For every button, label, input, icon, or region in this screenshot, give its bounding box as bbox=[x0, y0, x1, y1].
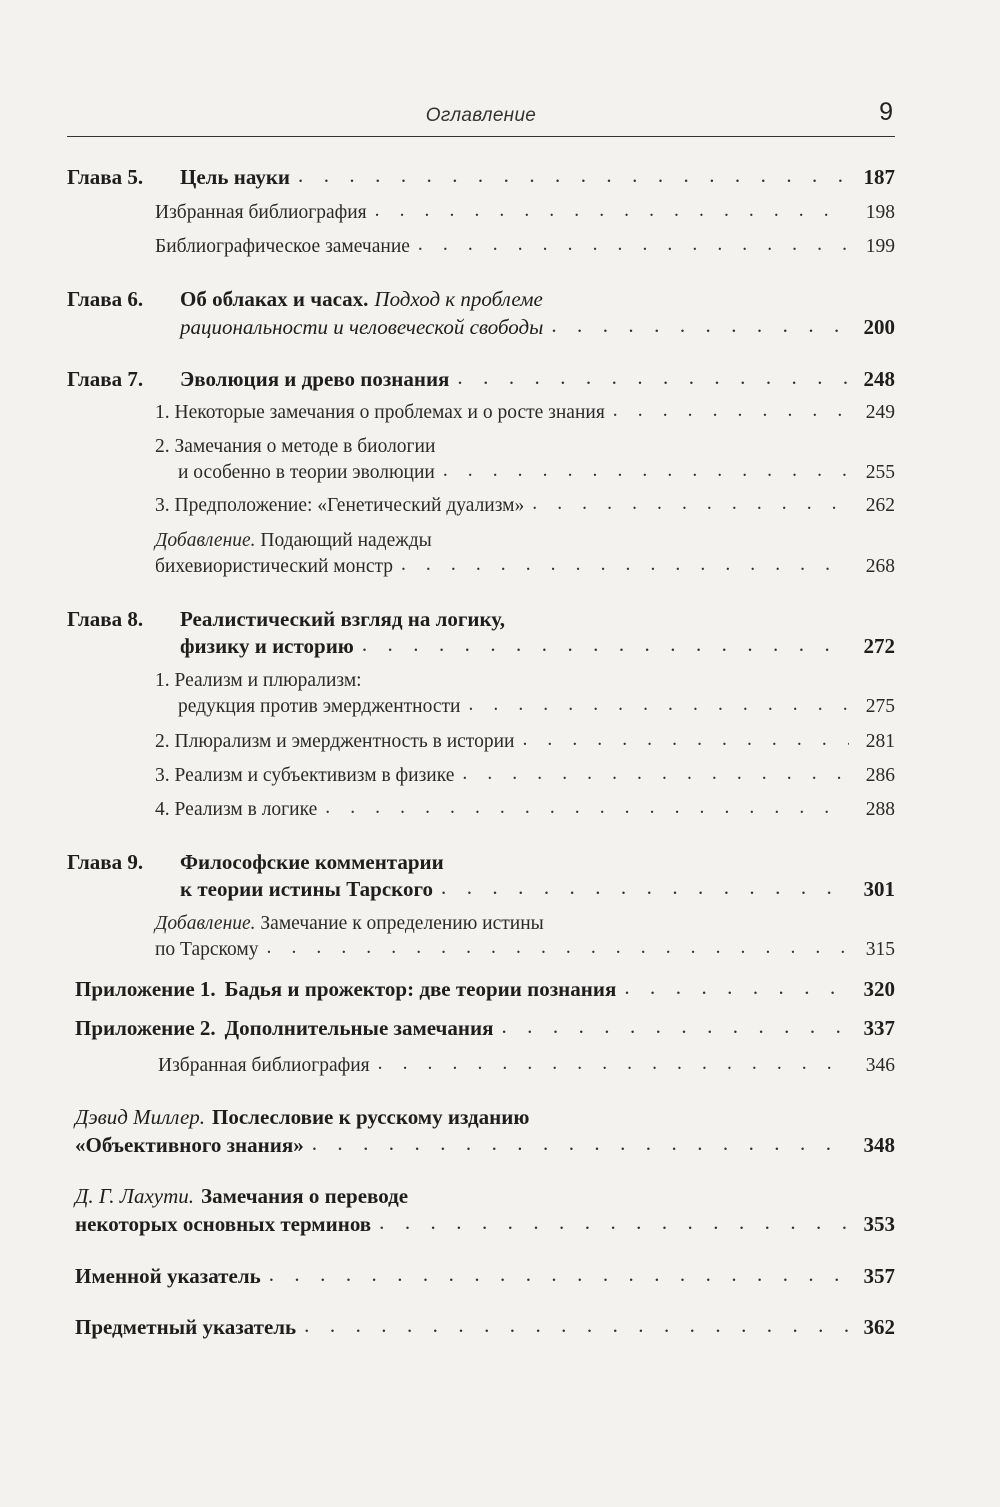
toc-entry-afterword-cont[interactable] bbox=[75, 1129, 895, 1161]
section-title: Избранная библиография bbox=[155, 202, 367, 223]
section-title: Библиографическое замечание bbox=[155, 236, 410, 257]
toc-entry-ch8-s2[interactable] bbox=[155, 726, 895, 758]
toc-entry-ch5-bibliography[interactable] bbox=[155, 197, 895, 229]
leader-dots bbox=[418, 229, 849, 261]
chapter-title: Цель науки bbox=[180, 165, 291, 189]
section-title: Послесловие к русскому изданию bbox=[212, 1105, 530, 1129]
appendix-label: Приложение 1. bbox=[75, 977, 216, 1001]
page-ref: 357 bbox=[863, 1264, 895, 1288]
leader-dots bbox=[522, 724, 849, 756]
page-ref: 200 bbox=[863, 315, 895, 339]
page-ref: 362 bbox=[863, 1315, 895, 1339]
appendix-title: Дополнительные замечания bbox=[224, 1016, 494, 1040]
toc-entry-chapter-7[interactable] bbox=[67, 363, 895, 395]
section-title: 3. Предположение: «Генетический дуализм» bbox=[155, 495, 525, 516]
leader-dots bbox=[613, 395, 849, 427]
section-title: и особенно в теории эволюции bbox=[178, 462, 435, 483]
toc-entry-ch7-s2-cont[interactable] bbox=[178, 457, 895, 489]
toc-entry-name-index[interactable] bbox=[75, 1260, 895, 1292]
author-name: Дэвид Миллер. bbox=[75, 1105, 206, 1129]
chapter-label: Глава 6. bbox=[67, 287, 144, 311]
page-ref: 272 bbox=[863, 634, 895, 658]
page-number: 9 bbox=[879, 98, 893, 126]
chapter-title: Философские комментарии bbox=[180, 850, 444, 874]
chapter-label: Глава 5. bbox=[67, 165, 144, 189]
chapter-title: физику и историю bbox=[180, 634, 354, 658]
leader-dots bbox=[325, 792, 849, 824]
page-ref: 315 bbox=[865, 939, 895, 960]
toc-entry-ch7-s3[interactable] bbox=[155, 490, 895, 522]
page-ref: 248 bbox=[863, 367, 895, 391]
section-title: Замечание к определению истины bbox=[255, 913, 544, 934]
section-title: Замечания о переводе bbox=[201, 1184, 409, 1208]
leader-dots bbox=[375, 195, 849, 227]
leader-dots bbox=[468, 689, 849, 721]
toc-entry-ch9-addendum-cont[interactable] bbox=[155, 934, 895, 966]
toc-entry-appendix-1[interactable] bbox=[75, 973, 895, 1005]
leader-dots bbox=[378, 1048, 849, 1080]
toc-entry-chapter-8-cont[interactable] bbox=[180, 630, 895, 662]
section-title: 2. Замечания о методе в биологии bbox=[155, 436, 436, 457]
section-title: Подающий надежды bbox=[255, 530, 432, 551]
appendix-title: Бадья и прожектор: две теории познания bbox=[224, 977, 617, 1001]
page-ref: 281 bbox=[865, 731, 895, 752]
section-title: 1. Некоторые замечания о проблемах и о росте знания bbox=[155, 402, 605, 423]
author-name: Д. Г. Лахути. bbox=[75, 1184, 195, 1208]
leader-dots bbox=[551, 309, 849, 341]
toc-entry-ch7-addendum-cont[interactable] bbox=[155, 551, 895, 583]
section-title: 2. Плюрализм и эмерджентность в истории bbox=[155, 731, 515, 752]
leader-dots bbox=[362, 628, 849, 660]
section-title: по Тарскому bbox=[155, 939, 259, 960]
leader-dots bbox=[401, 549, 849, 581]
chapter-subtitle: Подход к проблеме bbox=[374, 287, 543, 311]
section-title: Избранная библиография bbox=[158, 1055, 370, 1076]
toc-entry-app2-bibliography[interactable] bbox=[158, 1050, 895, 1082]
leader-dots bbox=[501, 1010, 849, 1042]
page-ref: 198 bbox=[865, 202, 895, 223]
page-ref: 353 bbox=[863, 1212, 895, 1236]
page-ref: 199 bbox=[865, 236, 895, 257]
appendix-label: Приложение 2. bbox=[75, 1016, 216, 1040]
page-ref: 346 bbox=[865, 1055, 895, 1076]
chapter-label: Глава 7. bbox=[67, 367, 144, 391]
toc-entry-subject-index[interactable] bbox=[75, 1311, 895, 1343]
toc-entry-translation-notes-cont[interactable] bbox=[75, 1208, 895, 1240]
section-title: «Объективного знания» bbox=[75, 1133, 304, 1157]
leader-dots bbox=[267, 932, 850, 964]
chapter-label: Глава 9. bbox=[67, 850, 144, 874]
chapter-title: Эволюция и древо познания bbox=[180, 367, 450, 391]
toc-entry-chapter-6-cont[interactable] bbox=[180, 311, 895, 343]
toc-entry-ch8-s3[interactable] bbox=[155, 760, 895, 792]
toc-entry-ch8-s1-cont[interactable] bbox=[178, 691, 895, 723]
leader-dots bbox=[457, 361, 849, 393]
section-title: Предметный указатель bbox=[75, 1315, 297, 1339]
leader-dots bbox=[298, 159, 849, 191]
section-title: Именной указатель bbox=[75, 1264, 261, 1288]
page-ref: 187 bbox=[863, 165, 895, 189]
toc-entry-ch5-bibliographic-note[interactable] bbox=[155, 231, 895, 263]
page-ref: 301 bbox=[863, 877, 895, 901]
leader-dots bbox=[462, 758, 849, 790]
page-ref: 286 bbox=[865, 765, 895, 786]
chapter-title: Реалистический взгляд на логику, bbox=[180, 607, 505, 631]
chapter-title: к теории истины Тарского bbox=[180, 877, 434, 901]
toc-entry-appendix-2[interactable] bbox=[75, 1012, 895, 1044]
toc-entry-chapter-9-cont[interactable] bbox=[180, 873, 895, 905]
leader-dots bbox=[269, 1258, 849, 1290]
toc-entry-ch8-s4[interactable] bbox=[155, 794, 895, 826]
chapter-title: Об облаках и часах. bbox=[180, 287, 369, 311]
section-title: бихевиористический монстр bbox=[155, 556, 393, 577]
leader-dots bbox=[312, 1127, 849, 1159]
toc-entry-chapter-5[interactable] bbox=[67, 161, 895, 193]
section-title: 4. Реализм в логике bbox=[155, 799, 318, 820]
section-title: редукция против эмерджентности bbox=[178, 696, 461, 717]
page-ref: 268 bbox=[865, 556, 895, 577]
page-ref: 249 bbox=[865, 402, 895, 423]
leader-dots bbox=[441, 871, 849, 903]
section-title: 1. Реализм и плюрализм: bbox=[155, 670, 362, 691]
page-ref: 320 bbox=[863, 977, 895, 1001]
page-header bbox=[67, 100, 895, 137]
leader-dots bbox=[304, 1309, 849, 1341]
toc-entry-ch7-s1[interactable] bbox=[155, 397, 895, 429]
page-ref: 288 bbox=[865, 799, 895, 820]
addendum-prefix: Добавление. bbox=[155, 913, 256, 934]
page-ref: 348 bbox=[863, 1133, 895, 1157]
leader-dots bbox=[443, 455, 849, 487]
page-ref: 275 bbox=[865, 696, 895, 717]
leader-dots bbox=[379, 1206, 849, 1238]
chapter-label: Глава 8. bbox=[67, 607, 144, 631]
page-ref: 255 bbox=[865, 462, 895, 483]
leader-dots bbox=[532, 488, 849, 520]
section-title: некоторых основных терминов bbox=[75, 1212, 372, 1236]
leader-dots bbox=[624, 971, 849, 1003]
addendum-prefix: Добавление. bbox=[155, 530, 256, 551]
running-title: Оглавление bbox=[425, 105, 537, 126]
chapter-subtitle: рациональности и человеческой свободы bbox=[180, 315, 544, 339]
page-ref: 337 bbox=[863, 1016, 895, 1040]
section-title: 3. Реализм и субъективизм в физике bbox=[155, 765, 455, 786]
page-ref: 262 bbox=[865, 495, 895, 516]
